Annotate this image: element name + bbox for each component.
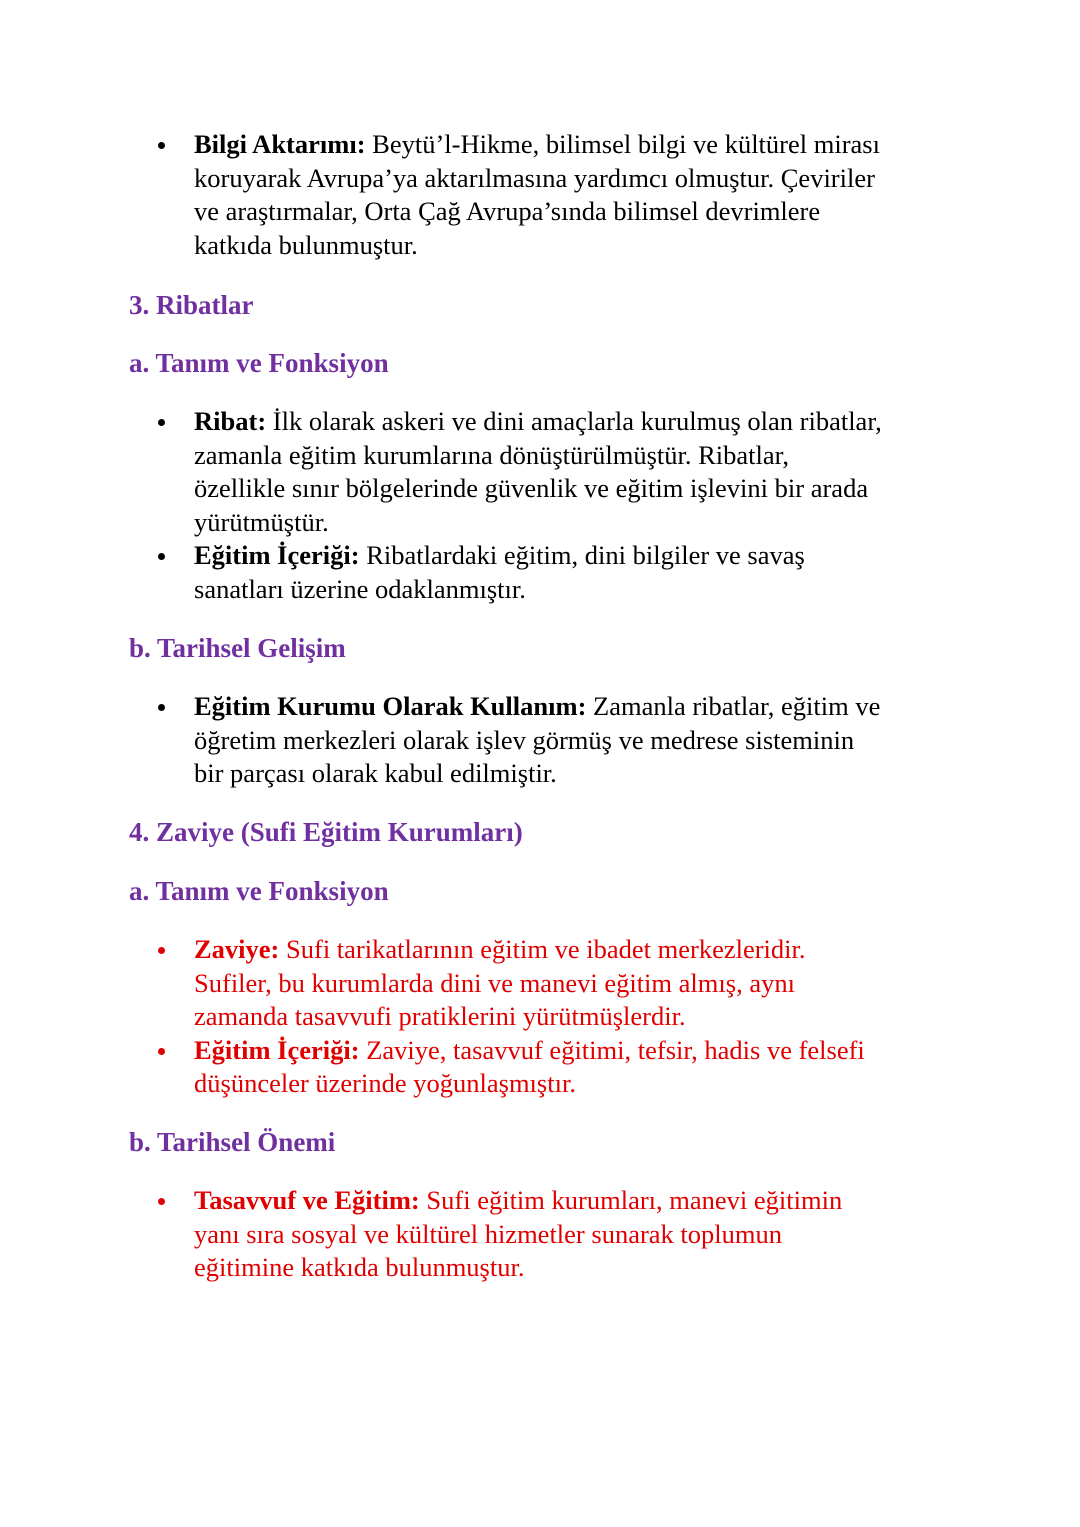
bullet-line-1	[194, 539, 960, 573]
bullet-text: Ribatlardaki eğitim, dini bilgiler ve savaş	[359, 540, 805, 570]
list-item	[0, 405, 1080, 539]
bullet-line-1	[194, 690, 960, 724]
list-item	[0, 539, 1080, 606]
bullet-icon	[158, 1048, 165, 1055]
ribat-tanim-list	[0, 405, 1080, 606]
subheading-tarihsel-gelisim: b. Tarihsel Gelişim	[129, 633, 346, 663]
bullet-text: Zamanla ribatlar, eğitim ve	[586, 691, 881, 721]
list-item	[0, 1034, 1080, 1101]
bullet-text: bir parçası olarak kabul edilmiştir.	[194, 758, 557, 788]
bullet-term: Eğitim İçeriği:	[194, 1034, 360, 1065]
bullet-line-1	[194, 128, 960, 162]
bullet-text: Sufi tarikatlarının eğitim ve ibadet merkezleridir.	[279, 934, 806, 964]
bullet-text: düşünceler üzerinde yoğunlaşmıştır.	[194, 1068, 576, 1098]
bullet-text: koruyarak Avrupa’ya aktarılmasına yardımcı olmuştur. Çeviriler	[194, 162, 875, 193]
bullet-line-1	[194, 933, 960, 967]
bullet-text: öğretim merkezleri olarak işlev görmüş ve medrese sisteminin	[194, 724, 855, 755]
bullet-line-1	[194, 405, 960, 439]
bullet-term: Eğitim Kurumu Olarak Kullanım:	[194, 691, 587, 721]
bullet-text: Sufi eğitim kurumları, manevi eğitimin	[419, 1185, 843, 1215]
bullet-icon	[158, 704, 165, 711]
bullet-icon	[158, 947, 165, 954]
zaviye-onemi-list	[0, 1184, 1080, 1285]
bullet-line-1	[194, 1184, 960, 1218]
list-item	[0, 128, 1080, 262]
bullet-text: İlk olarak askeri ve dini amaçlarla kurulmuş olan ribatlar,	[266, 406, 882, 436]
list-item	[0, 690, 1080, 791]
bullet-text: Sufiler, bu kurumlarda dini ve manevi eğitim almış, aynı	[194, 967, 795, 998]
subheading-tanim-fonksiyon: a. Tanım ve Fonksiyon	[129, 348, 389, 378]
section-heading-ribatlar: 3. Ribatlar	[129, 290, 254, 320]
ribat-gelisim-list	[0, 690, 1080, 791]
bullet-text: yürütmüştür.	[194, 506, 329, 537]
bullet-term: Eğitim İçeriği:	[194, 540, 360, 570]
bullet-text: katkıda bulunmuştur.	[194, 229, 418, 260]
bullet-line-1	[194, 1034, 960, 1068]
bullet-term: Ribat:	[194, 406, 267, 436]
section-heading-zaviye: 4. Zaviye (Sufi Eğitim Kurumları)	[129, 817, 523, 847]
subheading-tanim-fonksiyon: a. Tanım ve Fonksiyon	[129, 876, 389, 906]
bullet-text: Beytü’l-Hikme, bilimsel bilgi ve kültürel mirası	[365, 129, 880, 159]
bullet-text: Zaviye, tasavvuf eğitimi, tefsir, hadis ve felsefi	[359, 1034, 865, 1065]
bullet-text: zamanda tasavvufi pratiklerini yürütmüşlerdir.	[194, 1001, 686, 1031]
subheading-tarihsel-onemi: b. Tarihsel Önemi	[129, 1127, 336, 1157]
bullet-icon	[158, 553, 165, 560]
list-item	[0, 1184, 1080, 1285]
bilgi-aktarimi-list	[0, 128, 1080, 262]
bullet-text: yanı sıra sosyal ve kültürel hizmetler sunarak toplumun	[194, 1218, 783, 1249]
bullet-text: zamanla eğitim kurumlarına dönüştürülmüştür. Ribatlar,	[194, 439, 790, 470]
bullet-text: sanatları üzerine odaklanmıştır.	[194, 573, 526, 604]
bullet-term: Zaviye:	[194, 934, 280, 964]
bullet-term: Tasavvuf ve Eğitim:	[194, 1185, 420, 1215]
zaviye-tanim-list	[0, 933, 1080, 1101]
bullet-term: Bilgi Aktarımı:	[194, 129, 366, 159]
bullet-text: eğitimine katkıda bulunmuştur.	[194, 1252, 525, 1282]
bullet-icon	[158, 1198, 165, 1205]
bullet-text: özellikle sınır bölgelerinde güvenlik ve eğitim işlevini bir arada	[194, 473, 869, 503]
list-item	[0, 933, 1080, 1034]
bullet-icon	[158, 419, 165, 426]
bullet-text: ve araştırmalar, Orta Çağ Avrupa’sında bilimsel devrimlere	[194, 196, 821, 226]
bullet-icon	[158, 142, 165, 149]
